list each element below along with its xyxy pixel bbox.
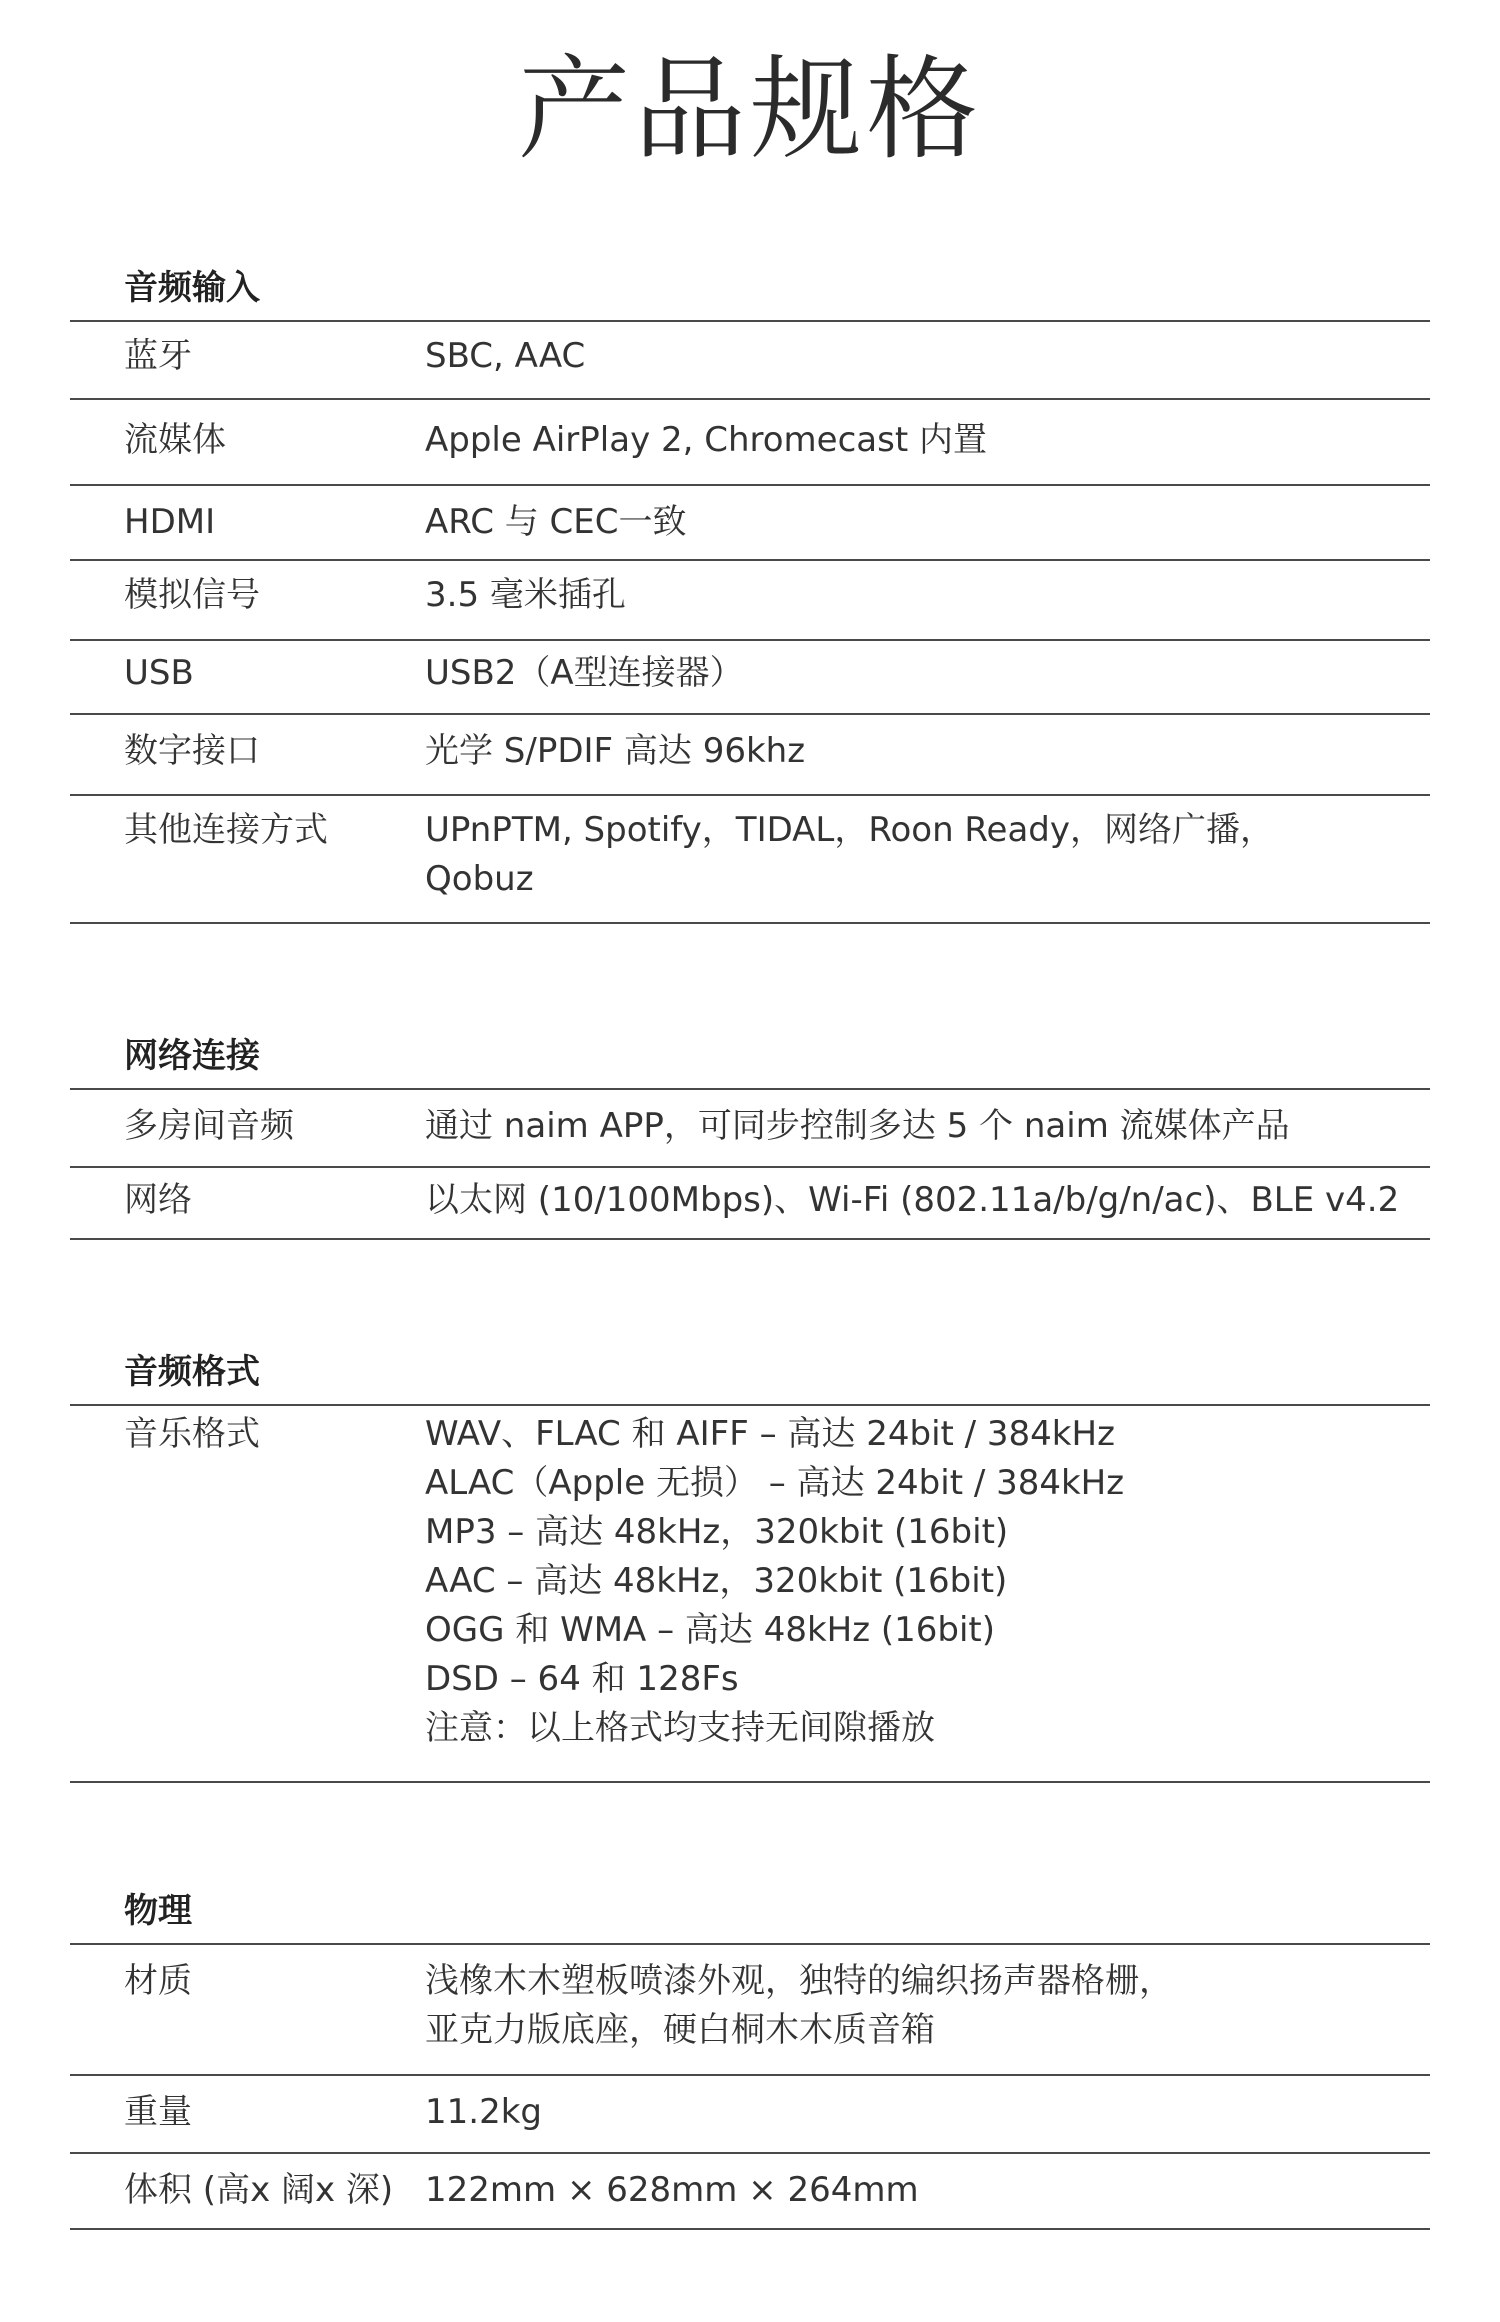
spec-value-line: Qobuz xyxy=(425,859,534,899)
spec-value-line: AAC – 高达 48kHz，320kbit (16bit) xyxy=(425,1561,1008,1601)
section-heading: 物理 xyxy=(70,1877,1430,1945)
spec-value xyxy=(425,2166,1430,2228)
spec-value xyxy=(425,416,1430,484)
spec-value-line: Apple AirPlay 2, Chromecast 内置 xyxy=(425,420,987,460)
spec-row-multiroom xyxy=(70,1090,1430,1168)
spec-value xyxy=(425,498,1430,559)
spec-value xyxy=(425,1410,1430,1781)
spec-value-line: 光学 S/PDIF 高达 96khz xyxy=(425,731,806,771)
spec-value-line: 3.5 毫米插孔 xyxy=(425,575,626,615)
spec-value xyxy=(425,1957,1430,2074)
spec-row-material xyxy=(70,1945,1430,2076)
spec-value-line: 通过 naim APP，可同步控制多达 5 个 naim 流媒体产品 xyxy=(425,1106,1290,1146)
spec-value xyxy=(425,649,1430,713)
spec-row-bluetooth xyxy=(70,322,1430,400)
spec-row-analog xyxy=(70,561,1430,641)
spec-value-line: 以太网 (10/100Mbps)、Wi-Fi (802.11a/b/g/n/ac)、BLE v4.2 xyxy=(425,1180,1400,1220)
spec-label: 重量 xyxy=(124,2092,192,2132)
section-physical xyxy=(70,1877,1430,2230)
spec-value xyxy=(425,332,1430,398)
spec-label: 多房间音频 xyxy=(124,1106,294,1146)
spec-value-line: ALAC（Apple 无损） – 高达 24bit / 384kHz xyxy=(425,1463,1125,1503)
spec-value-line: DSD – 64 和 128Fs xyxy=(425,1659,739,1699)
spec-label: 网络 xyxy=(124,1180,192,1220)
spec-label: HDMI xyxy=(124,502,216,542)
spec-row-dimensions xyxy=(70,2154,1430,2230)
spec-value-line: 11.2kg xyxy=(425,2092,542,2132)
spec-value-line: OGG 和 WMA – 高达 48kHz (16bit) xyxy=(425,1610,996,1650)
spec-value xyxy=(425,806,1430,922)
section-heading: 音频格式 xyxy=(70,1338,1430,1406)
spec-value-line: 122mm × 628mm × 264mm xyxy=(425,2170,919,2210)
spec-label: 蓝牙 xyxy=(124,336,192,376)
spec-value-line: MP3 – 高达 48kHz，320kbit (16bit) xyxy=(425,1512,1009,1552)
spec-label: 其他连接方式 xyxy=(124,810,328,850)
spec-value xyxy=(425,1176,1430,1238)
spec-value-line: 浅橡木木塑板喷漆外观，独特的编织扬声器格栅， xyxy=(425,1961,1173,2001)
spec-value xyxy=(425,1102,1430,1166)
spec-row-hdmi xyxy=(70,486,1430,561)
spec-label: 材质 xyxy=(124,1961,192,2001)
spec-row-digital xyxy=(70,715,1430,796)
spec-value xyxy=(425,727,1430,794)
spec-value xyxy=(425,2088,1430,2152)
spec-value xyxy=(425,571,1430,639)
spec-label: 体积 (高x 阔x 深) xyxy=(124,2170,394,2210)
spec-value-line: WAV、FLAC 和 AIFF – 高达 24bit / 384kHz xyxy=(425,1414,1115,1454)
spec-label: 流媒体 xyxy=(124,420,226,460)
spec-value-line: ARC 与 CEC一致 xyxy=(425,502,687,542)
spec-label: USB xyxy=(124,653,194,693)
spec-value-line: USB2（A型连接器） xyxy=(425,653,744,693)
spec-row-other-connections xyxy=(70,796,1430,924)
section-heading: 网络连接 xyxy=(70,1022,1430,1090)
section-network xyxy=(70,1022,1430,1240)
spec-row-music-format xyxy=(70,1406,1430,1783)
spec-row-network xyxy=(70,1168,1430,1240)
spec-row-usb xyxy=(70,641,1430,715)
spec-label: 数字接口 xyxy=(124,731,260,771)
spec-row-weight xyxy=(70,2076,1430,2154)
section-heading: 音频输入 xyxy=(70,254,1430,322)
spec-value-line: SBC, AAC xyxy=(425,336,586,376)
section-audio-input xyxy=(70,254,1430,924)
spec-value-line: 注意：以上格式均支持无间隙播放 xyxy=(425,1708,935,1748)
page-title: 产品规格 xyxy=(518,45,982,175)
spec-label: 模拟信号 xyxy=(124,575,260,615)
spec-value-line: 亚克力版底座，硬白桐木木质音箱 xyxy=(425,2010,935,2050)
spec-value-line: UPnPTM, Spotify，TIDAL，Roon Ready，网络广播， xyxy=(425,810,1274,850)
section-audio-format xyxy=(70,1338,1430,1783)
spec-row-streaming xyxy=(70,400,1430,486)
spec-label: 音乐格式 xyxy=(124,1414,260,1454)
